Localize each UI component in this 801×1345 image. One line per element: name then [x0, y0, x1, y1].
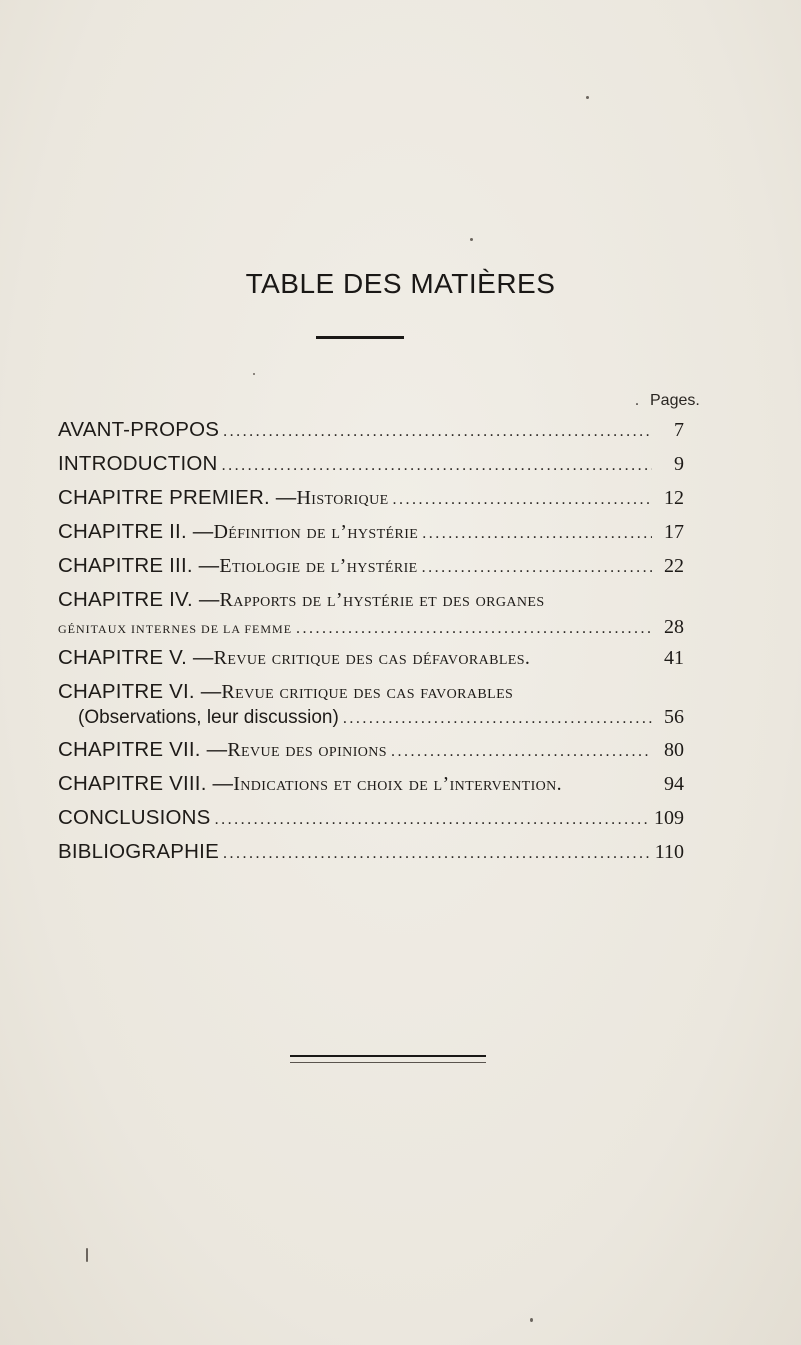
- toc-entry-page: 109: [654, 807, 684, 829]
- toc-entry-heading: CHAPITRE VII. —: [58, 738, 228, 761]
- toc-entry-heading: CHAPITRE IV. —: [58, 588, 220, 611]
- toc-entry-heading: CHAPITRE III. —: [58, 554, 220, 577]
- toc-entry-chapitre-5[interactable]: [58, 646, 684, 680]
- dot-leader: [223, 423, 652, 441]
- toc-entry-subtitle-continued: (Observations, leur discussion): [78, 707, 339, 728]
- paper-speck: [253, 373, 255, 375]
- toc-entry-subtitle: Etiologie de l’hystérie: [219, 555, 418, 577]
- table-of-contents: [58, 418, 684, 874]
- toc-entry-bibliographie[interactable]: [58, 840, 684, 874]
- toc-entry-subtitle: Définition de l’hystérie: [213, 521, 419, 543]
- toc-entry-chapitre-8[interactable]: [58, 772, 684, 806]
- toc-entry-chapitre-4[interactable]: [58, 588, 684, 646]
- title-rule: [316, 336, 404, 339]
- dot-leader: [391, 743, 652, 761]
- toc-entry-page: 41: [664, 647, 684, 669]
- toc-entry-page: 28: [664, 616, 684, 638]
- toc-entry-avant-propos[interactable]: [58, 418, 684, 452]
- toc-entry-subtitle-continued: GÉNITAUX INTERNES DE LA FEMME: [58, 622, 293, 636]
- toc-entry-heading: CHAPITRE PREMIER. —: [58, 486, 297, 509]
- closing-rule: [290, 1055, 486, 1057]
- dot-leader: [422, 559, 652, 577]
- toc-entry-heading: BIBLIOGRAPHIE: [58, 840, 219, 863]
- toc-entry-page: 7: [674, 419, 684, 441]
- toc-entry-subtitle: Revue des opinions: [227, 739, 387, 761]
- dot-leader: [223, 845, 651, 863]
- toc-entry-page: 94: [664, 773, 684, 795]
- toc-entry-chapitre-7[interactable]: [58, 738, 684, 772]
- pages-column-label: Pages.: [650, 392, 700, 409]
- page-title: TABLE DES MATIÈRES: [245, 268, 556, 299]
- paper-speck: [530, 1318, 533, 1322]
- dot-leader: [222, 457, 652, 475]
- toc-entry-subtitle: Revue critique des cas favorables: [221, 681, 514, 703]
- toc-entry-chapitre-1[interactable]: [58, 486, 684, 520]
- dot-leader: [422, 525, 652, 543]
- paper-speck: [86, 1248, 88, 1262]
- toc-entry-page: 110: [654, 841, 684, 863]
- toc-entry-heading: CHAPITRE VIII. —: [58, 772, 234, 795]
- closing-rule-thin: [290, 1062, 486, 1063]
- pages-dot: .: [635, 392, 639, 409]
- toc-entry-chapitre-2[interactable]: [58, 520, 684, 554]
- toc-entry-page: 56: [664, 706, 684, 728]
- paper-speck: [586, 96, 589, 99]
- toc-entry-subtitle: Rapports de l’hystérie et des organes: [219, 589, 545, 611]
- toc-entry-heading: INTRODUCTION: [58, 452, 218, 475]
- toc-entry-page: 12: [664, 487, 684, 509]
- toc-entry-heading: CHAPITRE V. —: [58, 646, 214, 669]
- toc-entry-heading: CHAPITRE VI. —: [58, 680, 222, 703]
- dot-leader: [343, 710, 652, 728]
- toc-entry-introduction[interactable]: [58, 452, 684, 486]
- toc-entry-chapitre-3[interactable]: [58, 554, 684, 588]
- toc-entry-chapitre-6[interactable]: [58, 680, 684, 738]
- toc-entry-subtitle: Indications et choix de l’intervention.: [233, 773, 563, 795]
- toc-entry-subtitle: Historique: [296, 487, 389, 509]
- toc-entry-conclusions[interactable]: [58, 806, 684, 840]
- dot-leader: [215, 811, 650, 829]
- toc-entry-page: 17: [664, 521, 684, 543]
- dot-leader: [393, 491, 652, 509]
- dot-leader: [296, 620, 652, 638]
- toc-entry-page: 80: [664, 739, 684, 761]
- paper-speck: [470, 238, 473, 241]
- toc-entry-page: 22: [664, 555, 684, 577]
- toc-entry-page: 9: [674, 453, 684, 475]
- toc-entry-heading: CONCLUSIONS: [58, 806, 211, 829]
- toc-entry-subtitle: Revue critique des cas défavorables.: [213, 647, 531, 669]
- toc-entry-heading: AVANT-PROPOS: [58, 418, 220, 441]
- toc-entry-heading: CHAPITRE II. —: [58, 520, 214, 543]
